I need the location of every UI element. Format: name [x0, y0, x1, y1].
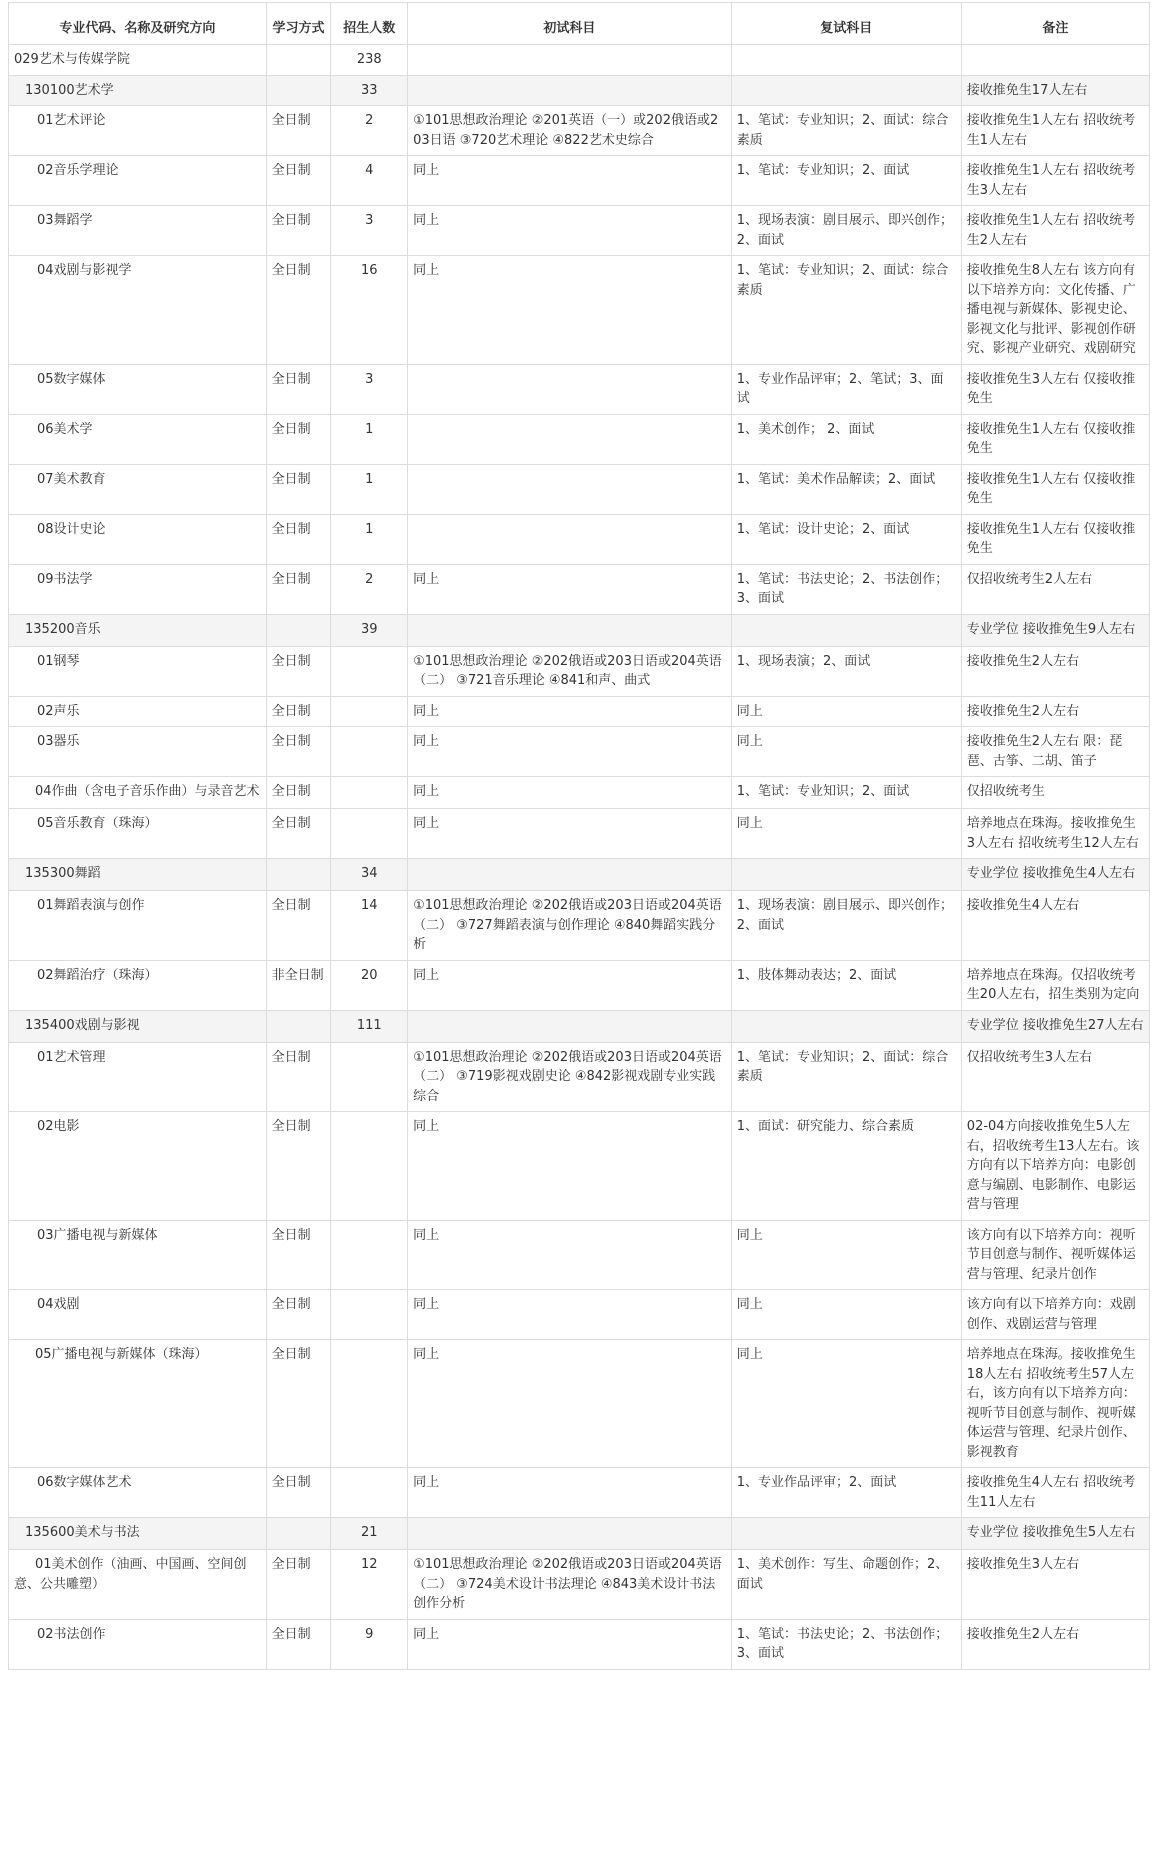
cell-name: 01舞蹈表演与创作: [9, 891, 267, 961]
cell-name: 029艺术与传媒学院: [9, 45, 267, 76]
cell-first-exam: [408, 414, 732, 464]
cell-retest: 1、笔试：专业知识；2、面试：综合素质: [731, 1042, 961, 1112]
cell-first-exam: 同上: [408, 809, 732, 859]
table-row: [9, 364, 1150, 414]
cell-retest: 1、笔试：设计史论；2、面试: [731, 514, 961, 564]
cell-mode: 全日制: [266, 256, 331, 365]
table-row: [9, 106, 1150, 156]
cell-count: [331, 1042, 408, 1112]
cell-mode: 全日制: [266, 1468, 331, 1518]
table-header-row: [9, 3, 1150, 45]
cell-mode: 全日制: [266, 414, 331, 464]
cell-count: 2: [331, 106, 408, 156]
table-row: [9, 727, 1150, 777]
cell-count: 1: [331, 514, 408, 564]
table-row: [9, 256, 1150, 365]
table-row: [9, 1619, 1150, 1669]
cell-retest: 同上: [731, 1290, 961, 1340]
cell-mode: 全日制: [266, 364, 331, 414]
cell-name: 01美术创作（油画、中国画、空间创意、公共雕塑）: [9, 1550, 267, 1620]
cell-retest: [731, 1518, 961, 1550]
cell-note: 培养地点在珠海。接收推免生18人左右 招收统考生57人左右，该方向有以下培养方向：视听节目创意与制作、视听媒体运营与管理、纪录片创作、影视教育: [961, 1340, 1149, 1468]
cell-retest: 1、笔试：专业知识；2、面试: [731, 777, 961, 809]
cell-mode: 全日制: [266, 156, 331, 206]
cell-mode: [266, 859, 331, 891]
cell-retest: 1、面试：研究能力、综合素质: [731, 1112, 961, 1221]
cell-name: 135300舞蹈: [9, 859, 267, 891]
cell-count: 4: [331, 156, 408, 206]
cell-retest: 同上: [731, 1340, 961, 1468]
cell-mode: 全日制: [266, 464, 331, 514]
cell-first-exam: [408, 1010, 732, 1042]
cell-mode: 全日制: [266, 1550, 331, 1620]
cell-mode: 全日制: [266, 696, 331, 727]
cell-note: 专业学位 接收推免生9人左右: [961, 614, 1149, 646]
cell-first-exam: [408, 364, 732, 414]
cell-retest: 1、笔试：专业知识；2、面试：综合素质: [731, 106, 961, 156]
cell-note: 仅招收统考生: [961, 777, 1149, 809]
cell-first-exam: 同上: [408, 1112, 732, 1221]
cell-retest: 1、笔试：美术作品解读；2、面试: [731, 464, 961, 514]
cell-name: 04作曲（含电子音乐作曲）与录音艺术: [9, 777, 267, 809]
table-row: [9, 206, 1150, 256]
cell-first-exam: ①101思想政治理论 ②201英语（一）或202俄语或203日语 ③720艺术理论 ④822艺术史综合: [408, 106, 732, 156]
header-count: 招生人数: [331, 3, 408, 45]
cell-name: 02声乐: [9, 696, 267, 727]
cell-retest: 同上: [731, 1220, 961, 1290]
cell-name: 130100艺术学: [9, 75, 267, 106]
table-row: [9, 777, 1150, 809]
cell-name: 02音乐学理论: [9, 156, 267, 206]
cell-count: 2: [331, 564, 408, 614]
header-name: 专业代码、名称及研究方向: [9, 3, 267, 45]
cell-retest: 1、现场表演；2、面试: [731, 646, 961, 696]
table-row: [9, 809, 1150, 859]
cell-mode: 全日制: [266, 564, 331, 614]
cell-count: [331, 1290, 408, 1340]
cell-count: 16: [331, 256, 408, 365]
cell-retest: 同上: [731, 809, 961, 859]
cell-retest: 同上: [731, 696, 961, 727]
cell-first-exam: [408, 45, 732, 76]
cell-count: [331, 1468, 408, 1518]
cell-first-exam: ①101思想政治理论 ②202俄语或203日语或204英语（二） ③724美术设计书法理论 ④843美术设计书法创作分析: [408, 1550, 732, 1620]
cell-count: 111: [331, 1010, 408, 1042]
cell-retest: [731, 1010, 961, 1042]
cell-name: 02电影: [9, 1112, 267, 1221]
table-row: [9, 156, 1150, 206]
cell-note: 接收推免生3人左右: [961, 1550, 1149, 1620]
cell-count: 1: [331, 414, 408, 464]
major-row: [9, 1518, 1150, 1550]
cell-count: 34: [331, 859, 408, 891]
cell-first-exam: [408, 859, 732, 891]
college-row: [9, 45, 1150, 76]
cell-count: 33: [331, 75, 408, 106]
cell-name: 01艺术评论: [9, 106, 267, 156]
cell-count: [331, 696, 408, 727]
cell-first-exam: 同上: [408, 1468, 732, 1518]
cell-note: 接收推免生3人左右 仅接收推免生: [961, 364, 1149, 414]
cell-note: 该方向有以下培养方向：戏剧创作、戏剧运营与管理: [961, 1290, 1149, 1340]
cell-first-exam: [408, 1518, 732, 1550]
cell-name: 07美术教育: [9, 464, 267, 514]
cell-mode: 全日制: [266, 646, 331, 696]
header-first-exam: 初试科目: [408, 3, 732, 45]
cell-note: 接收推免生1人左右 招收统考生3人左右: [961, 156, 1149, 206]
cell-count: 238: [331, 45, 408, 76]
cell-count: 3: [331, 206, 408, 256]
cell-mode: 全日制: [266, 809, 331, 859]
cell-count: 12: [331, 1550, 408, 1620]
cell-note: 接收推免生4人左右 招收统考生11人左右: [961, 1468, 1149, 1518]
cell-note: 接收推免生8人左右 该方向有以下培养方向：文化传播、广播电视与新媒体、影视史论、影视文化与批评、影视创作研究、影视产业研究、戏剧研究: [961, 256, 1149, 365]
table-row: [9, 1550, 1150, 1620]
cell-first-exam: 同上: [408, 1340, 732, 1468]
cell-note: 02-04方向接收推免生5人左右，招收统考生13人左右。该方向有以下培养方向：电影创意与编剧、电影制作、电影运营与管理: [961, 1112, 1149, 1221]
cell-retest: [731, 75, 961, 106]
major-row: [9, 75, 1150, 106]
cell-name: 06数字媒体艺术: [9, 1468, 267, 1518]
cell-first-exam: [408, 464, 732, 514]
cell-count: [331, 777, 408, 809]
cell-count: 3: [331, 364, 408, 414]
table-row: [9, 464, 1150, 514]
cell-name: 09书法学: [9, 564, 267, 614]
header-retest: 复试科目: [731, 3, 961, 45]
cell-first-exam: 同上: [408, 1220, 732, 1290]
cell-mode: [266, 614, 331, 646]
cell-name: 03广播电视与新媒体: [9, 1220, 267, 1290]
cell-retest: 1、笔试：专业知识；2、面试：综合素质: [731, 256, 961, 365]
cell-note: 接收推免生1人左右 仅接收推免生: [961, 414, 1149, 464]
cell-count: 21: [331, 1518, 408, 1550]
cell-note: 接收推免生1人左右 仅接收推免生: [961, 514, 1149, 564]
cell-note: 专业学位 接收推免生27人左右: [961, 1010, 1149, 1042]
cell-count: [331, 646, 408, 696]
cell-retest: 1、专业作品评审；2、面试: [731, 1468, 961, 1518]
table-row: [9, 1112, 1150, 1221]
cell-mode: 全日制: [266, 1619, 331, 1669]
cell-mode: [266, 75, 331, 106]
cell-first-exam: 同上: [408, 156, 732, 206]
cell-first-exam: 同上: [408, 1619, 732, 1669]
cell-name: 04戏剧与影视学: [9, 256, 267, 365]
cell-first-exam: 同上: [408, 206, 732, 256]
cell-name: 01钢琴: [9, 646, 267, 696]
cell-name: 02书法创作: [9, 1619, 267, 1669]
cell-retest: 1、笔试：书法史论；2、书法创作；3、面试: [731, 1619, 961, 1669]
cell-retest: 1、肢体舞动表达；2、面试: [731, 960, 961, 1010]
cell-note: 接收推免生1人左右 仅接收推免生: [961, 464, 1149, 514]
cell-first-exam: 同上: [408, 696, 732, 727]
cell-mode: 全日制: [266, 777, 331, 809]
major-row: [9, 859, 1150, 891]
cell-note: 仅招收统考生3人左右: [961, 1042, 1149, 1112]
header-note: 备注: [961, 3, 1149, 45]
cell-name: 03器乐: [9, 727, 267, 777]
table-row: [9, 960, 1150, 1010]
table-row: [9, 696, 1150, 727]
cell-mode: 全日制: [266, 891, 331, 961]
cell-first-exam: 同上: [408, 1290, 732, 1340]
cell-mode: 全日制: [266, 727, 331, 777]
cell-first-exam: ①101思想政治理论 ②202俄语或203日语或204英语（二） ③727舞蹈表演与创作理论 ④840舞蹈实践分析: [408, 891, 732, 961]
cell-note: 接收推免生4人左右: [961, 891, 1149, 961]
cell-note: 接收推免生17人左右: [961, 75, 1149, 106]
cell-note: 接收推免生2人左右 限：琵琶、古筝、二胡、笛子: [961, 727, 1149, 777]
cell-mode: [266, 1518, 331, 1550]
cell-name: 08设计史论: [9, 514, 267, 564]
cell-first-exam: [408, 614, 732, 646]
cell-note: 培养地点在珠海。接收推免生3人左右 招收统考生12人左右: [961, 809, 1149, 859]
cell-first-exam: 同上: [408, 727, 732, 777]
cell-name: 03舞蹈学: [9, 206, 267, 256]
cell-first-exam: [408, 514, 732, 564]
cell-mode: 全日制: [266, 514, 331, 564]
table-row: [9, 646, 1150, 696]
cell-name: 05广播电视与新媒体（珠海）: [9, 1340, 267, 1468]
cell-mode: 全日制: [266, 106, 331, 156]
cell-retest: 1、现场表演：剧目展示、即兴创作；2、面试: [731, 206, 961, 256]
cell-retest: 1、现场表演：剧目展示、即兴创作；2、面试: [731, 891, 961, 961]
cell-count: 39: [331, 614, 408, 646]
cell-retest: [731, 859, 961, 891]
enrollment-table: [8, 2, 1150, 1670]
table-row: [9, 564, 1150, 614]
cell-count: 1: [331, 464, 408, 514]
cell-mode: 全日制: [266, 1340, 331, 1468]
cell-name: 04戏剧: [9, 1290, 267, 1340]
cell-first-exam: 同上: [408, 256, 732, 365]
cell-mode: 全日制: [266, 206, 331, 256]
cell-count: [331, 1340, 408, 1468]
cell-name: 05数字媒体: [9, 364, 267, 414]
cell-name: 06美术学: [9, 414, 267, 464]
cell-mode: [266, 45, 331, 76]
cell-name: 02舞蹈治疗（珠海）: [9, 960, 267, 1010]
cell-note: [961, 45, 1149, 76]
cell-retest: 1、笔试：专业知识；2、面试: [731, 156, 961, 206]
cell-note: 接收推免生2人左右: [961, 696, 1149, 727]
cell-first-exam: [408, 75, 732, 106]
cell-count: [331, 727, 408, 777]
table-row: [9, 1340, 1150, 1468]
cell-first-exam: 同上: [408, 564, 732, 614]
cell-retest: 1、笔试：书法史论；2、书法创作；3、面试: [731, 564, 961, 614]
table-row: [9, 1290, 1150, 1340]
cell-note: 接收推免生1人左右 招收统考生1人左右: [961, 106, 1149, 156]
cell-first-exam: ①101思想政治理论 ②202俄语或203日语或204英语（二） ③719影视戏剧史论 ④842影视戏剧专业实践综合: [408, 1042, 732, 1112]
header-mode: 学习方式: [266, 3, 331, 45]
cell-note: 专业学位 接收推免生5人左右: [961, 1518, 1149, 1550]
table-row: [9, 1042, 1150, 1112]
cell-mode: 全日制: [266, 1290, 331, 1340]
cell-name: 05音乐教育（珠海）: [9, 809, 267, 859]
cell-note: 接收推免生2人左右: [961, 1619, 1149, 1669]
table-row: [9, 1468, 1150, 1518]
cell-note: 接收推免生1人左右 招收统考生2人左右: [961, 206, 1149, 256]
major-row: [9, 614, 1150, 646]
cell-mode: 全日制: [266, 1220, 331, 1290]
cell-note: 接收推免生2人左右: [961, 646, 1149, 696]
cell-note: 该方向有以下培养方向：视听节目创意与制作、视听媒体运营与管理、纪录片创作: [961, 1220, 1149, 1290]
cell-name: 135600美术与书法: [9, 1518, 267, 1550]
cell-mode: [266, 1010, 331, 1042]
cell-retest: 同上: [731, 727, 961, 777]
cell-first-exam: 同上: [408, 960, 732, 1010]
cell-retest: [731, 614, 961, 646]
table-row: [9, 514, 1150, 564]
cell-retest: 1、专业作品评审；2、笔试；3、面试: [731, 364, 961, 414]
cell-note: 专业学位 接收推免生4人左右: [961, 859, 1149, 891]
cell-name: 01艺术管理: [9, 1042, 267, 1112]
cell-count: 9: [331, 1619, 408, 1669]
cell-count: 20: [331, 960, 408, 1010]
table-row: [9, 1220, 1150, 1290]
table-row: [9, 414, 1150, 464]
cell-note: 仅招收统考生2人左右: [961, 564, 1149, 614]
cell-mode: 全日制: [266, 1042, 331, 1112]
major-row: [9, 1010, 1150, 1042]
cell-first-exam: ①101思想政治理论 ②202俄语或203日语或204英语（二） ③721音乐理论 ④841和声、曲式: [408, 646, 732, 696]
cell-first-exam: 同上: [408, 777, 732, 809]
cell-name: 135400戏剧与影视: [9, 1010, 267, 1042]
cell-name: 135200音乐: [9, 614, 267, 646]
cell-mode: 全日制: [266, 1112, 331, 1221]
cell-count: 14: [331, 891, 408, 961]
cell-retest: 1、美术创作； 2、面试: [731, 414, 961, 464]
cell-count: [331, 809, 408, 859]
cell-count: [331, 1220, 408, 1290]
cell-retest: [731, 45, 961, 76]
cell-count: [331, 1112, 408, 1221]
cell-retest: 1、美术创作：写生、命题创作；2、面试: [731, 1550, 961, 1620]
table-body: [9, 45, 1150, 1670]
cell-note: 培养地点在珠海。仅招收统考生20人左右，招生类别为定向: [961, 960, 1149, 1010]
table-row: [9, 891, 1150, 961]
cell-mode: 非全日制: [266, 960, 331, 1010]
